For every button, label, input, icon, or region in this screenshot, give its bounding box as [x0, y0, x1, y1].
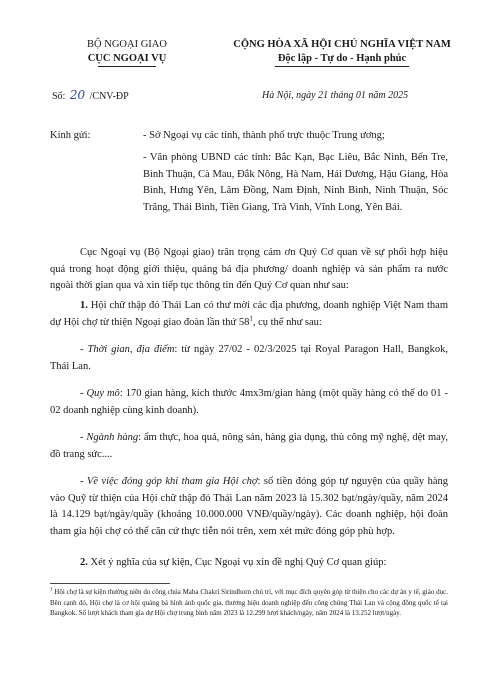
- item-2-text: Xét ý nghĩa của sự kiện, Cục Ngoại vụ xin đề nghị Quý Cơ quan giúp:: [90, 557, 387, 568]
- issuer-underline: [98, 66, 156, 67]
- footnote-text: Hội chợ là sự kiện thường niên do công chúa Maha Chakri Sirindhorn chủ trì, với mục đích quyên góp từ thiện cho các dự án y tế, giáo dục. Bên cạnh đó, Hội chợ là cơ hội quảng bá hình ảnh quốc gia, thương hiệu doanh nghiệp đến công chúng Thái Lan và cộng đồng quốc tế tại Bangkok. Số lượt khách tham gia dự Hội chợ trung bình năm 2023 là 12.299 lượt khách/ngày, năm 2024 là 13.252 lượt/ngày.: [50, 588, 448, 617]
- item-1-text: Hội chữ thập đỏ Thái Lan có thư mời các địa phương, doanh nghiệp Việt Nam tham dự Hội chợ từ thiện Ngoại giao đoàn lần thứ 58: [50, 300, 448, 328]
- doc-no-handwritten: 20: [69, 88, 86, 102]
- goods-text: : ẩm thực, hoa quả, nông sản, hàng gia dụng, thủ công mỹ nghệ, dệt may, đồ trang sức....: [50, 432, 448, 460]
- recipient-item-2: - Văn phòng UBND các tỉnh: Bắc Kạn, Bạc Liêu, Bắc Ninh, Bến Tre, Bình Thuận, Cà Mau, Đắk Nông, Hà Nam, Hải Dương, Hậu Giang, Hòa Bình, Hưng Yên, Lâm Đồng, Nam Định, Ninh Bình, Ninh Thuận, Sóc Trăng, Thái Bình, Tiền Giang, Trà Vinh, Vĩnh Long, Yên Bái.: [143, 152, 448, 213]
- time-location-paragraph: [50, 342, 448, 375]
- recipient-item-1: - Sở Ngoại vụ các tỉnh, thành phố trực thuộc Trung ương;: [143, 130, 385, 141]
- item-2-paragraph: [50, 555, 448, 572]
- item-1-number: 1.: [80, 300, 88, 311]
- item-1-paragraph: [50, 298, 448, 331]
- motto-underline: [275, 66, 409, 67]
- footnote-divider: [50, 583, 170, 584]
- doc-no-label: Số:: [52, 91, 66, 102]
- time-label: - Thời gian, địa điểm: [80, 344, 175, 355]
- contrib-text: : số tiền đóng góp tự nguyện của quầy hàng vào Quỹ từ thiện của Hội chữ thập đỏ Thái Lan năm 2023 là 15.302 bạt/ngày/quầy, năm 2024 là 14.129 bạt/ngày/quầy (khoảng 10.000.000 VNĐ/quầy/ngày). Các doanh nghiệp, hội đoàn tham gia hội chợ có thể căn cứ thực tiễn nói trên, xem xét mức đóng góp phù hợp.: [50, 476, 448, 537]
- nation-title: CỘNG HÒA XÃ HỘI CHỦ NGHĨA VIỆT NAM: [233, 39, 451, 50]
- item-1-tail: , cụ thể như sau:: [252, 316, 322, 328]
- document-number: [52, 88, 129, 102]
- doc-no-suffix: /CNV-ĐP: [89, 91, 129, 102]
- goods-paragraph: [50, 430, 448, 463]
- intro-paragraph: Cục Ngoại vụ (Bộ Ngoại giao) trân trọng cảm ơn Quý Cơ quan về sự phối hợp hiệu quả trong hoạt động giới thiệu, quảng bá địa phương/ doanh nghiệp và sản phẩm ra nước ngoài thời gian qua và xin tiếp tục thông tin đến Quý Cơ quan như sau:: [50, 247, 448, 291]
- item-2-number: 2.: [80, 557, 88, 568]
- scale-label: - Quy mô: [80, 388, 120, 399]
- recipients-label: Kính gửi:: [50, 130, 91, 141]
- scale-paragraph: [50, 386, 448, 419]
- time-text: : từ ngày 27/02 - 02/3/2025 tại Royal Paragon Hall, Bangkok, Thái Lan.: [50, 344, 448, 372]
- document-date: Hà Nội, ngày 21 tháng 01 năm 2025: [262, 90, 409, 101]
- footnote-ref: 1: [249, 314, 253, 322]
- goods-label: - Ngành hàng: [80, 432, 139, 443]
- department-name: CỤC NGOẠI VỤ: [87, 53, 167, 64]
- footnote-marker: 1: [50, 587, 53, 593]
- scale-text: : 170 gian hàng, kích thước 4mx3m/gian hàng (một quầy hàng có thể do 01 - 02 doanh nghiệp cùng kinh doanh).: [50, 388, 448, 416]
- contrib-label: - Về việc đóng góp khi tham gia Hội chợ: [80, 476, 258, 487]
- agency-name: BỘ NGOẠI GIAO: [87, 39, 167, 50]
- national-motto: Độc lập - Tự do - Hạnh phúc: [277, 53, 407, 64]
- issuer-block: [52, 38, 202, 67]
- contribution-paragraph: [50, 474, 448, 540]
- footnote: [50, 587, 448, 619]
- national-heading-block: [210, 38, 474, 67]
